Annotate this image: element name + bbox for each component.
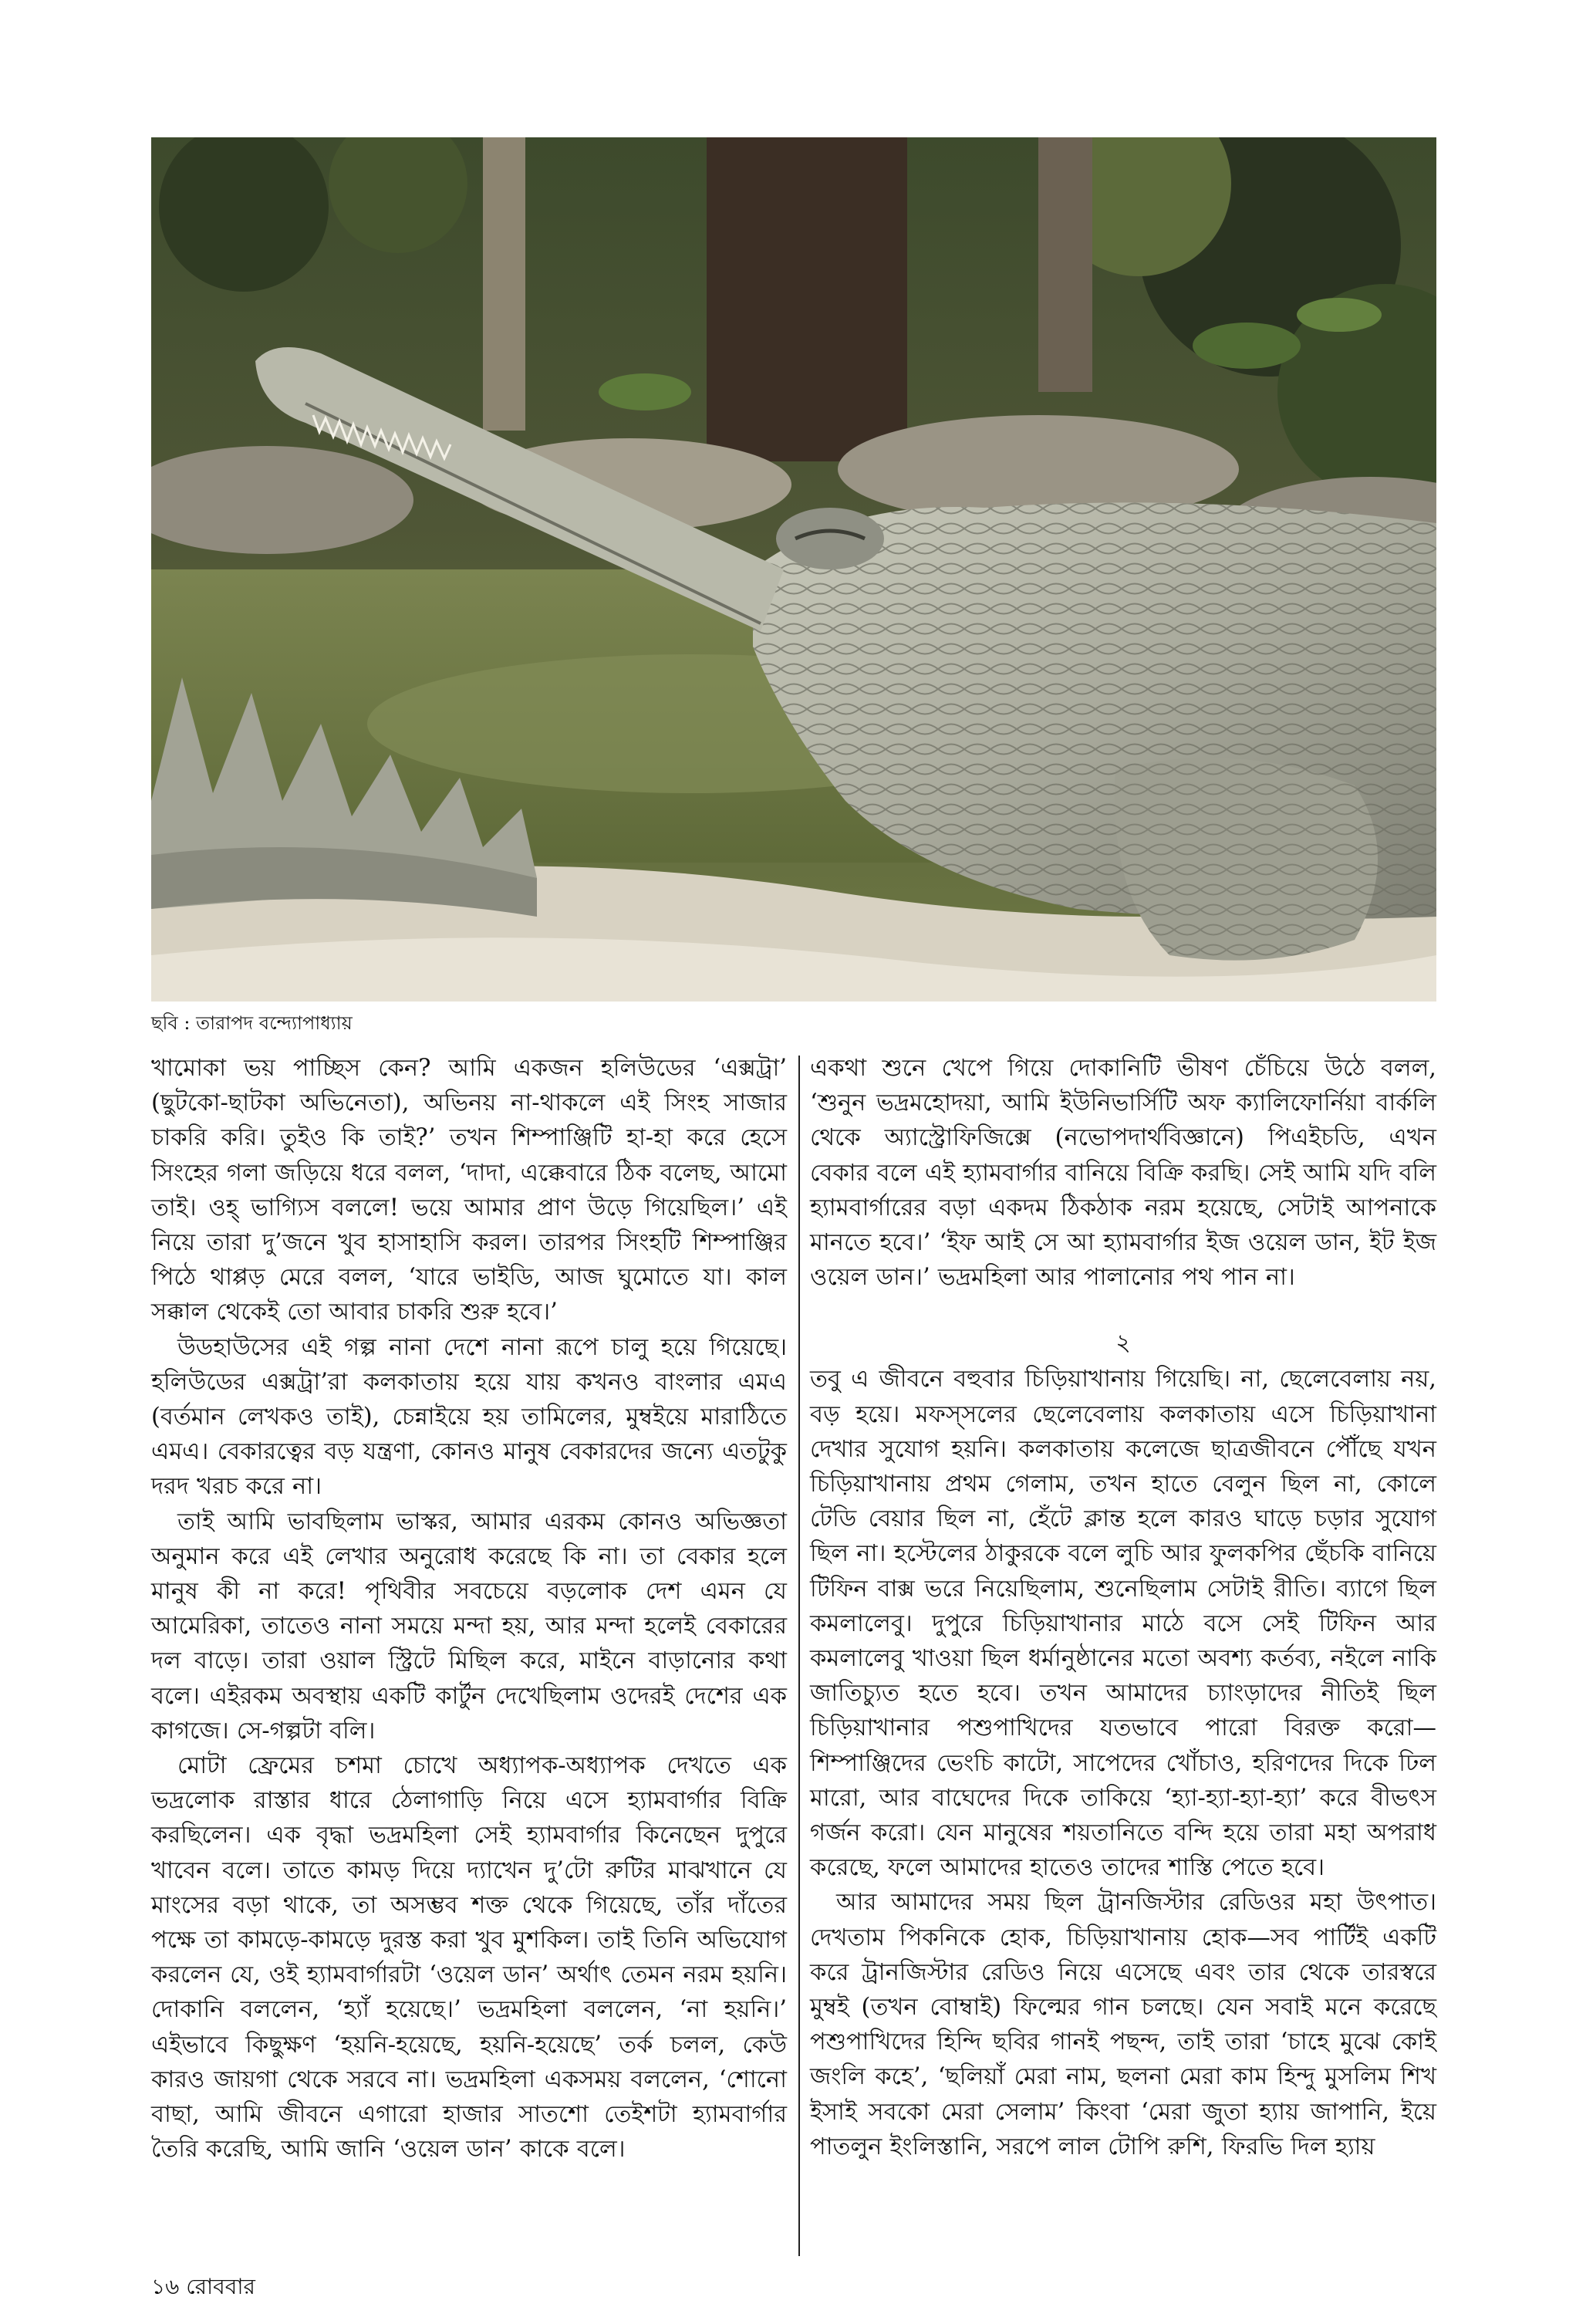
section-number: ২: [1115, 1329, 1131, 1357]
column-divider: [798, 1056, 800, 2256]
gharial-photo: [151, 137, 1436, 1002]
paragraph: মোটা ফ্রেমের চশমা চোখে অধ্যাপক-অধ্যাপক দেখতে এক ভদ্রলোক রাস্তার ধারে ঠেলাগাড়ি নিয়ে এসে হ্যামবার্গার বিক্রি করছিলেন। এক বৃদ্ধা ভদ্রমহিলা সেই হ্যামবার্গার কিনেছেন দুপুরে খাবেন বলে। তাতে কামড় দিয়ে দ্যাখেন দু’টো রুটির মাঝখানে যে মাংসের বড়া থাকে, তা অসম্ভব শক্ত থেকে গিয়েছে, তাঁর দাঁতের পক্ষে তা কামড়ে-কামড়ে দুরস্ত করা খুব মুশকিল। তাই তিনি অভিযোগ করলেন যে, ওই হ্যামবার্গারটা ‘ওয়েল ডান’ অর্থাৎ তেমন নরম হয়নি। দোকানি বললেন, ‘হ্যাঁ হয়েছে।’ ভদ্রমহিলা বললেন, ‘না হয়নি।’ এইভাবে কিছুক্ষণ ‘হয়নি-হয়েছে, হয়নি-হয়েছে’ তর্ক চলল, কেউ কারও জায়গা থেকে সরবে না। ভদ্রমহিলা একসময় বললেন, ‘শোনো বাছা, আমি জীবনে এগারো হাজার সাতশো তেইশটা হ্যামবার্গার তৈরি করেছি, আমি জানি ‘ওয়েল ডান’ কাকে বলে।: [151, 1752, 787, 2164]
paragraph: তবু এ জীবনে বহুবার চিড়িয়াখানায় গিয়েছি। না, ছেলেবেলায় নয়, বড় হয়ে। মফস্সলের ছেলেবেলায় কলকাতায় এসে চিড়িয়াখানা দেখার সুযোগ হয়নি। কলকাতায় কলেজে ছাত্রজীবনে পৌঁছে যখন চিড়িয়াখানায় প্রথম গেলাম, তখন হাতে বেলুন ছিল না, কোলে টেডি বেয়ার ছিল না, হেঁটে ক্লান্ত হলে কারও ঘাড়ে চড়ার সুযোগ ছিল না। হস্টেলের ঠাকুরকে বলে লুচি আর ফুলকপির ছেঁচকি বানিয়ে টিফিন বাক্স ভরে নিয়েছিলাম, শুনেছিলাম সেটাই রীতি। ব্যাগে ছিল কমলালেবু। দুপুরে চিড়িয়াখানার মাঠে বসে সেই টিফিন আর কমলালেবু খাওয়া ছিল ধর্মানুষ্ঠানের মতো অবশ্য কর্তব্য, নইলে নাকি জাতিচ্যুত হতে হবে। তখন আমাদের চ্যাংড়াদের নীতিই ছিল চিড়িয়াখানার পশুপাখিদের যতভাবে পারো বিরক্ত করো—শিম্পাঞ্জিদের ভেংচি কাটো, সাপেদের খোঁচাও, হরিণদের দিকে ঢিল মারো, আর বাঘেদের দিকে তাকিয়ে ‘হ্যা-হ্যা-হ্যা-হ্যা’ করে বীভৎস গর্জন করো। যেন মানুষের শয়তানিতে বন্দি হয়ে তারা মহা অপরাধ করেছে, ফলে আমাদের হাতেও তাদের শাস্তি পেতে হবে।: [810, 1366, 1436, 1882]
paragraph: আর আমাদের সময় ছিল ট্রানজিস্টার রেডিওর মহা উৎপাত। দেখতাম পিকনিকে হোক, চিড়িয়াখানায় হোক—সব পার্টিই একটি করে ট্রানজিস্টার রেডিও নিয়ে এসেছে এবং তার থেকে তারস্বরে মুম্বই (তখন বোম্বাই) ফিল্মের গান চলছে। যেন সবাই মনে করেছে পশুপাখিদের হিন্দি ছবির গানই পছন্দ, তাই তারা ‘চাহে মুঝে কোই জংলি কহে’, ‘ছলিয়াঁ মেরা নাম, ছলনা মেরা কাম হিন্দু মুসলিম শিখ ইসাই সবকো মেরা সেলাম’ কিংবা ‘মেরা জুতা হ্যায় জাপানি, ইয়ে পাতলুন ইংলিস্তানি, সরপে লাল টোপি রুশি, ফিরভি দিল হ্যায়: [810, 1889, 1436, 2160]
article-left-column: [151, 1051, 787, 2167]
paragraph: তাই আমি ভাবছিলাম ভাস্কর, আমার এরকম কোনও অভিজ্ঞতা অনুমান করে এই লেখার অনুরোধ করেছে কি না। তা বেকার হলে মানুষ কী না করে! পৃথিবীর সবচেয়ে বড়লোক দেশ এমন যে আমেরিকা, তাতেও নানা সময়ে মন্দা হয়, আর মন্দা হলেই বেকারের দল বাড়ে। তারা ওয়াল স্ট্রিটে মিছিল করে, মাইনে বাড়ানোর কথা বলে। এইরকম অবস্থায় একটি কার্টুন দেখেছিলাম ওদেরই দেশের এক কাগজে। সে-গল্পটা বলি।: [151, 1508, 787, 1745]
photo-credit: ছবি : তারাপদ বন্দ্যোপাধ্যায়: [151, 1012, 353, 1034]
article-right-column: [810, 1051, 1436, 2164]
paragraph: খামোকা ভয় পাচ্ছিস কেন? আমি একজন হলিউডের ‘এক্সট্রা’ (ছুটকো-ছাটকা অভিনেতা), অভিনয় না-থাকলে এই সিংহ সাজার চাকরি করি। তুইও কি তাই?’ তখন শিম্পাঞ্জিটি হা-হা করে হেসে সিংহের গলা জড়িয়ে ধরে বলল, ‘দাদা, এক্কেবারে ঠিক বলেছ, আমো তাই। ওহ্ ভাগ্যিস বললে! ভয়ে আমার প্রাণ উড়ে গিয়েছিল।’ এই নিয়ে তারা দু’জনে খুব হাসাহাসি করল। তারপর সিংহটি শিম্পাঞ্জির পিঠে থাপ্পড় মেরে বলল, ‘যারে ভাইডি, আজ ঘুমোতে যা। কাল সক্কাল থেকেই তো আবার চাকরি শুরু হবে।’: [151, 1055, 787, 1326]
paragraph: একথা শুনে খেপে গিয়ে দোকানিটি ভীষণ চেঁচিয়ে উঠে বলল, ‘শুনুন ভদ্রমহোদয়া, আমি ইউনিভার্সিটি অফ ক্যালিফোর্নিয়া বার্কলি থেকে অ্যাস্ট্রোফিজিক্সে (নভোপদার্থবিজ্ঞানে) পিএইচডি, এখন বেকার বলে এই হ্যামবার্গার বানিয়ে বিক্রি করছি। সেই আমি যদি বলি হ্যামবার্গারের বড়া একদম ঠিকঠাক নরম হয়েছে, সেটাই আপনাকে মানতে হবে।’ ‘ইফ আই সে আ হ্যামবার্গার ইজ ওয়েল ডান, ইট ইজ ওয়েল ডান।’ ভদ্রমহিলা আর পালানোর পথ পান না।: [810, 1055, 1436, 1292]
gharial-crocodile-photo-icon: [151, 137, 1436, 1002]
page-footer: ১৬ রোববার: [151, 2274, 255, 2299]
paragraph: উডহাউসের এই গল্প নানা দেশে নানা রূপে চালু হয়ে গিয়েছে। হলিউডের এক্সট্রা’রা কলকাতায় হয়ে যায় কখনও বাংলার এমএ (বর্তমান লেখকও তাই), চেন্নাইয়ে হয় তামিলের, মুম্বইয়ে মারাঠিতে এমএ। বেকারত্বের বড় যন্ত্রণা, কোনও মানুষ বেকারদের জন্যে এতটুকু দরদ খরচ করে না।: [151, 1333, 787, 1501]
